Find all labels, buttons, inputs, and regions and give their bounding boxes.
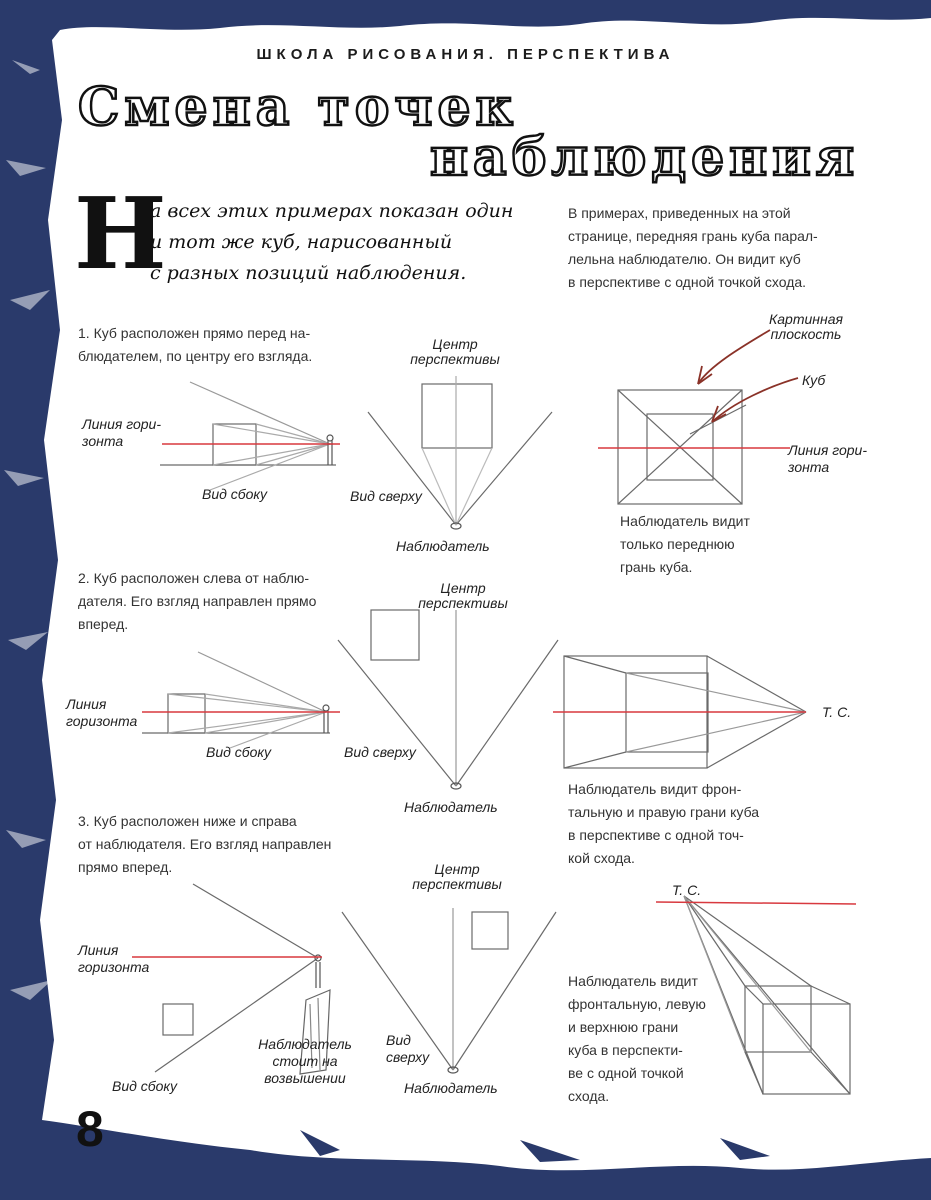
picture-plane-label-b: плоскость [770,326,842,342]
ex1-horizon-label-b: зонта [82,433,124,449]
ex3-side-view-label: Вид сбоку [112,1078,178,1094]
title-line-1: Смена точек [78,77,519,138]
ex3-caption-line-1: 3. Куб расположен ниже и справа [78,813,297,829]
ex3-top-view-label [386,1032,429,1066]
ex1-center-label-a: Центр [432,336,478,352]
ex1-side-view-diagram [160,382,336,490]
intro-line-3: с разных позиций наблюдения. [150,262,467,284]
ex2-top-view-diagram [338,610,558,789]
ex3-elevation-label-c: возвышении [264,1070,346,1086]
side-note-line-4: в перспективе с одной точкой схода. [568,274,807,290]
ex1-side-view-label: Вид сбоку [202,486,268,502]
ex2-vanishing-point-label: Т. С. [822,704,852,720]
ex1-observer-label: Наблюдатель [396,538,490,554]
cube-label: Куб [802,372,826,388]
ex1-caption-line-1: 1. Куб расположен прямо перед на- [78,325,311,341]
ex3-observer-label: Наблюдатель [404,1080,498,1096]
ex3-result-line-1: Наблюдатель видит [568,973,698,989]
side-note-line-2: странице, передняя грань куба парал- [568,228,818,244]
side-note-line-1: В примерах, приведенных на этой [568,205,791,221]
ex2-result-line-1: Наблюдатель видит фрон- [568,781,742,797]
ex1-front-horizon-label-b: зонта [788,459,830,475]
ex3-vanishing-point-label: Т. С. [672,882,702,898]
ex3-horizon-label [78,942,149,976]
ex2-horizon-label-a: Линия [66,696,107,712]
ex3-center-label-b: перспективы [412,876,502,892]
ex2-result-line-2: тальную и правую грани куба [568,804,760,820]
ex2-caption-line-3: вперед. [78,616,129,632]
side-note-line-3: лельна наблюдателю. Он видит куб [568,251,801,267]
ex1-horizon-label-a: Линия гори- [82,416,162,432]
ex1-front-view-diagram [618,390,746,504]
red-arrows [698,330,798,422]
ex3-elevation-label [250,1036,360,1087]
title-line-2: наблюдения [430,127,860,188]
running-header: ШКОЛА РИСОВАНИЯ. ПЕРСПЕКТИВА [256,46,675,63]
ex3-center-label-a: Центр [434,861,480,877]
picture-plane-label [756,312,856,342]
ex1-top-view-diagram [368,376,552,529]
picture-plane-label-a: Картинная [769,311,843,327]
ex3-result-line-4: куба в перспекти- [568,1042,683,1058]
ex3-caption-line-3: прямо вперед. [78,859,173,875]
ex2-center-label-b: перспективы [418,595,508,611]
ex2-result-line-3: в перспективе с одной точ- [568,827,744,843]
ex3-horizon-label-a: Линия [78,942,119,958]
ex3-elevation-label-b: стоит на [272,1053,338,1069]
ex2-horizon-label [66,696,137,730]
ex3-top-view-diagram [342,908,556,1073]
ex1-result [620,510,820,579]
ex2-caption-line-1: 2. Куб расположен слева от наблю- [78,570,310,586]
ex3-result-line-3: и верхнюю грани [568,1019,679,1035]
ex1-front-horizon-label [788,442,867,476]
ex2-center-label-a: Центр [440,580,486,596]
ex2-center-label [408,581,518,611]
ex2-result [568,778,808,870]
ex3-top-view-label-a: Вид [386,1032,411,1048]
ex3-elevation-label-a: Наблюдатель [258,1036,352,1052]
ex3-result-line-5: ве с одной точкой [568,1065,684,1081]
ex3-result [568,970,748,1108]
ex3-result-line-2: фронтальную, левую [568,996,706,1012]
page-number: 8 [76,1101,104,1157]
ex1-caption-line-2: блюдателем, по центру его взгляда. [78,348,313,364]
ex3-center-label [402,862,512,892]
ex1-front-horizon-label-a: Линия гори- [788,442,868,458]
drop-cap: Н [74,177,167,292]
ex3-caption-line-2: от наблюдателя. Его взгляд направлен [78,836,332,852]
ex2-side-view-diagram [142,652,330,748]
ex1-result-line-1: Наблюдатель видит [620,513,750,529]
ex2-caption-line-2: дателя. Его взгляд направлен прямо [78,593,317,609]
ex3-result-line-6: схода. [568,1088,610,1104]
ex1-caption [78,322,368,368]
ex2-side-view-label: Вид сбоку [206,744,272,760]
ex1-result-line-2: только переднюю [620,536,735,552]
ex3-horizon-label-b: горизонта [78,959,150,975]
intro-line-2: и тот же куб, нарисованный [150,231,453,253]
ex1-result-line-3: грань куба. [620,559,693,575]
ex1-center-label-b: перспективы [410,351,500,367]
ex1-top-view-label: Вид сверху [350,488,422,504]
ex3-top-view-label-b: сверху [386,1049,430,1065]
ex2-caption [78,567,368,636]
ex3-caption [78,810,378,879]
ex2-result-line-4: кой схода. [568,850,635,866]
ex2-observer-label: Наблюдатель [404,799,498,815]
intro-line-1: а всех этих примерах показан один [150,200,514,222]
ex1-center-label [400,337,510,367]
ex1-horizon-label [82,416,161,450]
ex3-horizon [656,902,856,904]
ex2-top-view-label: Вид сверху [344,744,416,760]
ex2-horizon-label-b: горизонта [66,713,138,729]
